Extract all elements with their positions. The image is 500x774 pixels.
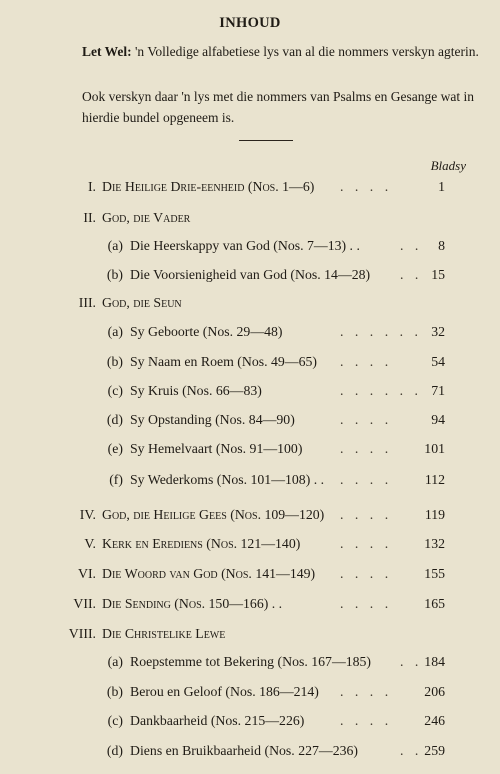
toc-entry-title: Diens en Bruikbaarheid (Nos. 227—236) xyxy=(130,743,358,758)
toc-entry-number: (c) xyxy=(107,713,123,728)
toc-entry-page: 8 xyxy=(438,238,445,253)
toc-entry xyxy=(0,470,500,490)
toc-entry-number: (e) xyxy=(107,441,123,456)
toc-entry xyxy=(0,236,500,256)
toc-entry xyxy=(0,534,500,554)
toc-entry-page: 71 xyxy=(431,383,445,398)
toc-entry-title: Die Christelike Lewe xyxy=(102,626,226,641)
toc-entry xyxy=(0,741,500,761)
toc-entry-page: 206 xyxy=(424,684,445,699)
toc-entry xyxy=(0,208,500,228)
toc-entry-title: Sy Kruis (Nos. 66—83) xyxy=(130,383,262,398)
toc-entry xyxy=(0,594,500,614)
note-text: 'n Volledige alfabetiese lys van al die nommers verskyn agterin. xyxy=(131,44,479,59)
toc-entry-page: 32 xyxy=(431,324,445,339)
toc-entry-title: Sy Hemelvaart (Nos. 91—100) xyxy=(130,441,303,456)
toc-entry-number: (a) xyxy=(107,324,123,339)
toc-entry xyxy=(0,381,500,401)
toc-entry-leader: . . . . . . xyxy=(340,383,422,398)
toc-entry-title: Die Voorsienigheid van God (Nos. 14—28) xyxy=(130,267,371,282)
toc-entry-number: (d) xyxy=(106,412,123,427)
toc-entry-page: 184 xyxy=(424,654,445,669)
toc-entry xyxy=(0,265,500,285)
toc-entry-title: Sy Wederkoms (Nos. 101—108) . . xyxy=(130,472,325,487)
toc-entry-number: VI. xyxy=(77,566,96,581)
toc-entry-leader: . . . . xyxy=(340,596,393,611)
toc-entry-leader: . . . . xyxy=(340,713,393,728)
toc-entry-number: (b) xyxy=(106,684,123,699)
toc-entry-leader: . . . . . . xyxy=(340,324,422,339)
toc-entry-number: VIII. xyxy=(68,626,96,641)
page-title: INHOUD xyxy=(219,15,281,31)
toc-entry-title: God, die Vader xyxy=(102,210,191,225)
toc-entry-number: IV. xyxy=(79,507,96,522)
toc-entry-leader: . . . . xyxy=(340,472,393,487)
toc-entry-leader: . . . . xyxy=(340,354,393,369)
toc-entry-leader: . . xyxy=(400,654,423,669)
toc-entry-page: 101 xyxy=(424,441,445,456)
note-paragraph-2: Ook verskyn daar 'n lys met die nommers van Psalms en Gesange wat in hierdie bundel opgeneem is. xyxy=(82,89,474,125)
note-lead: Let Wel: xyxy=(82,44,132,59)
toc-entry xyxy=(0,410,500,430)
toc-entry-leader: . . xyxy=(400,238,423,253)
toc-entry-title: Kerk en Erediens (Nos. 121—140) xyxy=(102,536,301,551)
toc-entry-title: Dankbaarheid (Nos. 215—226) xyxy=(130,713,305,728)
toc-entry-page: 15 xyxy=(431,267,445,282)
toc-entry-number: VII. xyxy=(73,596,96,611)
toc-entry xyxy=(0,352,500,372)
toc-entry xyxy=(0,439,500,459)
toc-entry-page: 54 xyxy=(431,354,445,369)
toc-entry-title: Berou en Geloof (Nos. 186—214) xyxy=(130,684,319,699)
toc-entry-number: (a) xyxy=(107,654,123,669)
toc-entry-number: (b) xyxy=(106,354,123,369)
toc-entry-leader: . . . . xyxy=(340,441,393,456)
toc-entry-number: (a) xyxy=(107,238,123,253)
toc-entry-leader: . . . . xyxy=(340,684,393,699)
toc-entry xyxy=(0,564,500,584)
toc-entry-number: I. xyxy=(87,179,96,194)
toc-entry xyxy=(0,322,500,342)
toc-entry-title: Die Woord van God (Nos. 141—149) xyxy=(102,566,316,581)
toc-entry-leader: . . xyxy=(400,743,423,758)
toc-entry-number: III. xyxy=(78,295,96,310)
toc-entry-title: Sy Naam en Roem (Nos. 49—65) xyxy=(130,354,317,369)
toc-entry-number: (f) xyxy=(109,472,123,487)
toc-entry xyxy=(0,624,500,644)
toc-entry-page: 94 xyxy=(431,412,445,427)
toc-entry-number: V. xyxy=(84,536,96,551)
page-column-label: Bladsy xyxy=(430,158,466,173)
toc-entry-page: 155 xyxy=(424,566,445,581)
toc-entry-number: (d) xyxy=(106,743,123,758)
toc-entry-leader: . . . . xyxy=(340,179,393,194)
toc-entry-title: God, die Seun xyxy=(102,295,182,310)
toc-entry-page: 165 xyxy=(424,596,445,611)
toc-entry-page: 1 xyxy=(438,179,445,194)
toc-entry xyxy=(0,652,500,672)
toc-entry-title: Sy Geboorte (Nos. 29—48) xyxy=(130,324,283,339)
toc-entry-number: (b) xyxy=(106,267,123,282)
toc-entry xyxy=(0,293,500,313)
toc-entry-page: 112 xyxy=(424,472,445,487)
toc-entry-leader: . . xyxy=(400,267,423,282)
toc-entry xyxy=(0,711,500,731)
toc-entry-leader: . . . . xyxy=(340,412,393,427)
toc-entry-title: Sy Opstanding (Nos. 84—90) xyxy=(130,412,295,427)
toc-entry-page: 132 xyxy=(424,536,445,551)
toc-entry-leader: . . . . xyxy=(340,566,393,581)
toc-entry-title: Die Sending (Nos. 150—166) . . xyxy=(102,596,283,611)
toc-entry-title: Roepstemme tot Bekering (Nos. 167—185) xyxy=(130,654,372,669)
toc-entry-leader: . . . . xyxy=(340,507,393,522)
toc-entry-number: (c) xyxy=(107,383,123,398)
toc-entry xyxy=(0,177,500,197)
toc-entry xyxy=(0,505,500,525)
toc-entry-title: God, die Heilige Gees (Nos. 109—120) xyxy=(102,507,325,522)
toc-entry-leader: . . . . xyxy=(340,536,393,551)
toc-entry xyxy=(0,682,500,702)
toc-entry-number: II. xyxy=(83,210,96,225)
toc-entry-title: Die Heerskappy van God (Nos. 7—13) . . xyxy=(130,238,360,253)
toc-entry-page: 119 xyxy=(424,507,445,522)
toc-entry-title: Die Heilige Drie-eenheid (Nos. 1—6) xyxy=(102,179,315,194)
toc-entry-page: 246 xyxy=(424,713,445,728)
toc-entry-page: 259 xyxy=(424,743,445,758)
